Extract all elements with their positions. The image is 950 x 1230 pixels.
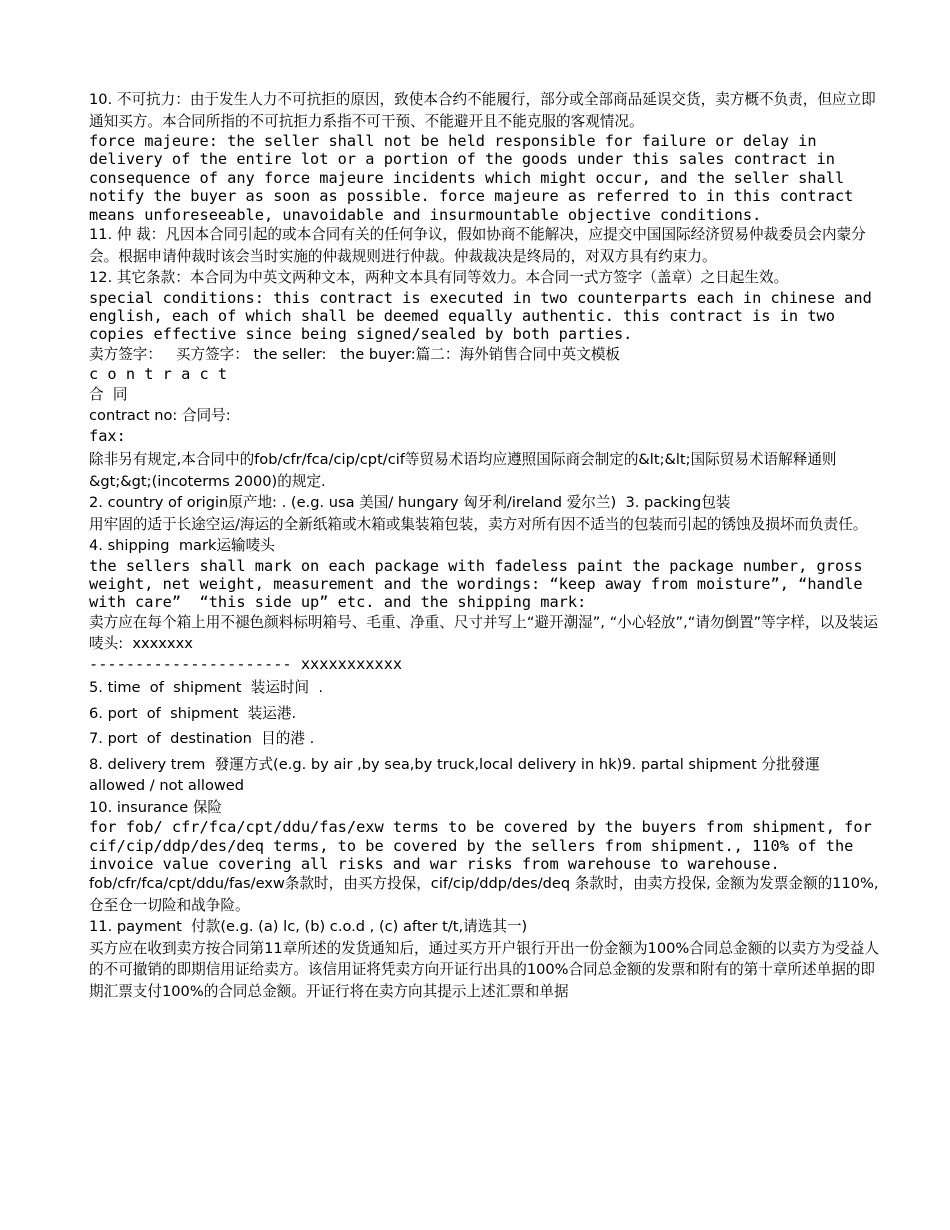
contract-number: contract no: 合同号: [89,407,231,425]
packing-terms-cn: 用牢固的适于长途空运/海运的全新纸箱或木箱或集装箱包装，卖方对所有因不适当的包装而引起的锈蚀及损坏而负责任。 [89,515,868,533]
clause-12-other-terms-cn: 12. 其它条款：本合同为中英文两种文本，两种文本具有同等效力。本合同一式方签字（盖章）之日起生效。 [89,269,789,287]
contract-title-cn: 合 同 [89,385,128,403]
insurance-heading: 10. insurance 保险 [89,798,223,816]
contract-title-en: c o n t r a c t [89,365,228,384]
fax-line: fax: [89,426,126,445]
clause-10-force-majeure-cn: 10. 不可抗力：由于发生人力不可抗拒的原因，致使本合约不能履行，部分或全部商品延误交货，卖方概不负责，但应立即通知买方。本合同所指的不可抗拒力系指不可干预、不能避开且不能克服的客观情况。 [89,91,876,130]
port-of-shipment: 6. port of shipment 装运港. [89,704,297,722]
shipping-mark-en: the sellers shall mark on each package with fadeless paint the package number, gross weight, net weight, measurement and the wordings: “keep away from moisture”, “handle with care” “this side up” etc. and the shipping mark: [89,556,872,612]
port-of-destination: 7. port of destination 目的港 . [89,730,315,748]
insurance-terms-cn: fob/cfr/fca/cpt/ddu/fas/exw条款时，由买方投保，cif/cip/ddp/des/deq 条款时，由卖方投保, 金额为发票金额的110%, 仓至仓一切险和战争险。 [89,875,884,914]
signature-line: 卖方签字： 买方签字： the seller: the buyer:篇二：海外销售合同中英文模板 [89,345,621,363]
delivery-term: 8. delivery trem 發運方式(e.g. by air ,by sea,by truck,local delivery in hk)9. partal shipment 分批發運 allowed / not allowed [89,755,825,795]
insurance-terms-en: for fob/ cfr/fca/cpt/ddu/fas/exw terms to be covered by the buyers from shipment, for cif/cip/ddp/des/deq terms, to be covered by the sellers from shipment., 110% of the invoice value covering all risks and war risks from warehouse to warehouse. [89,818,882,873]
payment-terms-cn: 买方应在收到卖方按合同第11章所述的发货通知后，通过买方开户银行开出一份金额为100%合同总金额的以卖方为受益人的不可撤销的即期信用证给卖方。该信用证将凭卖方向开证行出具的100%合同总金额的发票和附有的第十章所述单据的即期汇票支付100%的合同总金额。开证行将在卖方向其提示上述汇票和单据 [89,939,879,1000]
shipping-mark-cn: 卖方应在每个箱上用不褪色颜料标明箱号、毛重、净重、尺寸并写上“避开潮湿”, “小心轻放”,“请勿倒置”等字样，以及装运唛头: xxxxxxx [89,613,878,653]
shipping-mark-heading: 4. shipping mark运输唛头 [89,537,275,555]
clause-10-force-majeure-en: force majeure: the seller shall not be held responsible for failure or delay in delivery of the entire lot or a portion of the goods under this sales contract in consequence of any force majeure incidents which might occur, and the seller shall notify the buyer as soon as possible. force majeure as referred to in this contract means unforeseeable, unavoidable and insurmountable objective conditions. [89,132,863,224]
contract-document [89,89,884,1002]
payment-heading: 11. payment 付款(e.g. (a) lc, (b) c.o.d , (c) after t/t,请选其一) [89,918,528,936]
country-of-origin: 2. country of origin原产地: . (e.g. usa 美国/ hungary 匈牙利/ireland 爱尔兰) 3. packing包装 [89,494,731,512]
time-of-shipment: 5. time of shipment 装运时间 . [89,679,324,697]
shipping-mark-placeholder: ---------------------- xxxxxxxxxxx [89,654,403,673]
incoterms-note: 除非另有规定,本合同中的fob/cfr/fca/cip/cpt/cif等贸易术语均应遵照国际商会制定的&lt;&lt;国际贸易术语解释通则&gt;&gt;(incoterms 2000)的规定. [89,451,837,490]
special-conditions-en: special conditions: this contract is executed in two counterparts each in chinese and english, each of which shall be deemed equally authentic. this contract is in two copies effective since being signed/sealed by both parties. [89,288,882,344]
clause-11-arbitration-cn: 11. 仲 裁：凡因本合同引起的或本合同有关的任何争议，假如协商不能解决，应提交中国国际经济贸易仲裁委员会内蒙分会。根据申请仲裁时该会当时实施的仲裁规则进行仲裁。仲裁裁决是终局的，对双方具有约束力。 [89,226,866,265]
